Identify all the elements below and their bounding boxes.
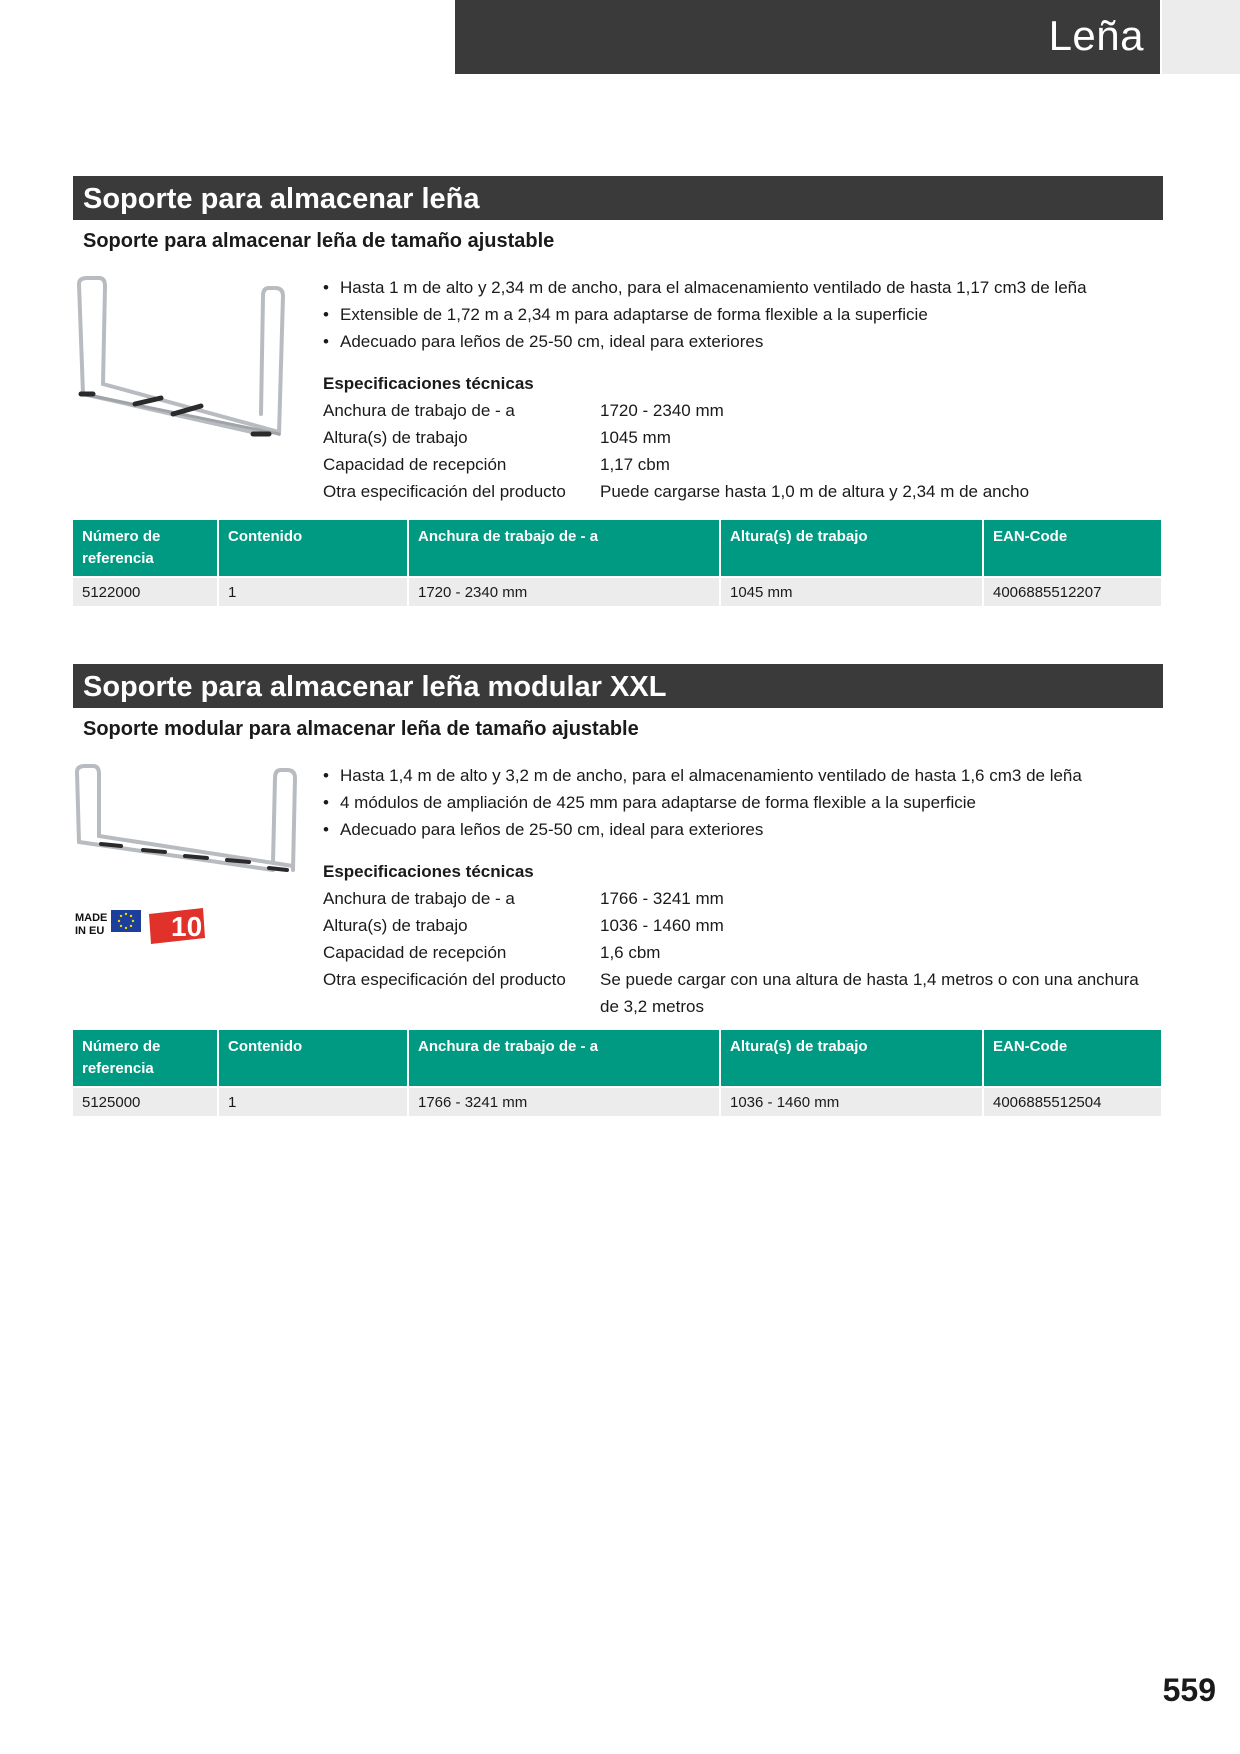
spec-value: Puede cargarse hasta 1,0 m de altura y 2,34 m de ancho xyxy=(600,482,1030,501)
table-cell: 1 xyxy=(218,1087,408,1116)
spec-key: Altura(s) de trabajo xyxy=(323,428,468,447)
spec-key: Capacidad de recepción xyxy=(323,943,507,962)
spec-value: 1766 - 3241 mm xyxy=(600,889,724,908)
page-number: 559 xyxy=(1162,1672,1216,1708)
spec-key: Anchura de trabajo de - a xyxy=(323,401,515,420)
product-title: Soporte para almacenar leña modular XXL xyxy=(73,664,1163,708)
table-row xyxy=(73,577,1161,606)
modular-firewood-rack-image xyxy=(73,762,303,888)
spec-row xyxy=(323,939,1153,966)
product-section-1 xyxy=(73,176,1163,601)
product-table xyxy=(73,1030,1161,1116)
spec-key: Otra especificación del producto xyxy=(323,970,566,989)
feature-list xyxy=(323,762,1082,843)
table-header-row xyxy=(73,520,1161,577)
column-header: Contenido xyxy=(218,520,408,577)
spec-value: 1720 - 2340 mm xyxy=(600,401,724,420)
spec-row xyxy=(323,912,1153,939)
product-subtitle: Soporte para almacenar leña de tamaño ajustable xyxy=(83,230,555,252)
spec-value: 1036 - 1460 mm xyxy=(600,916,724,935)
product-section-2 xyxy=(73,664,1163,1111)
spec-row xyxy=(323,885,1153,912)
spec-value: 1,6 cbm xyxy=(600,943,661,962)
feature-list xyxy=(323,274,1087,355)
table-cell: 1045 mm xyxy=(720,577,983,606)
made-in-label: MADE xyxy=(75,912,108,924)
spec-key: Anchura de trabajo de - a xyxy=(323,889,515,908)
table-cell: 1766 - 3241 mm xyxy=(408,1087,720,1116)
column-header: EAN-Code xyxy=(983,1030,1161,1087)
column-header: Número de referencia xyxy=(73,1030,218,1087)
made-in-eu-badge xyxy=(73,904,223,946)
spec-key: Otra especificación del producto xyxy=(323,482,566,501)
feature-item: • Adecuado para leños de 25-50 cm, ideal para exteriores xyxy=(323,328,1087,355)
feature-item: • 4 módulos de ampliación de 425 mm para adaptarse de forma flexible a la superficie xyxy=(323,789,1082,816)
feature-item: • Extensible de 1,72 m a 2,34 m para adaptarse de forma flexible a la superficie xyxy=(323,301,1087,328)
category-title: Leña xyxy=(1048,12,1144,59)
table-cell: 4006885512207 xyxy=(983,577,1161,606)
spec-row xyxy=(323,478,1153,505)
table-header-row xyxy=(73,1030,1161,1087)
spec-block xyxy=(323,370,1153,505)
column-header: Altura(s) de trabajo xyxy=(720,520,983,577)
spec-value: 1,17 cbm xyxy=(600,455,670,474)
firewood-rack-image xyxy=(73,274,303,454)
product-table xyxy=(73,520,1161,606)
category-tab xyxy=(1162,0,1240,74)
spec-value: 1045 mm xyxy=(600,428,671,447)
spec-heading: Especificaciones técnicas xyxy=(323,862,534,881)
made-in-label: IN EU xyxy=(75,925,105,937)
column-header: Contenido xyxy=(218,1030,408,1087)
spec-block xyxy=(323,858,1153,1020)
warranty-years: 10 xyxy=(171,911,203,942)
feature-item: • Hasta 1,4 m de alto y 3,2 m de ancho, para el almacenamiento ventilado de hasta 1,6 cm3 de leña xyxy=(323,762,1082,789)
spec-row xyxy=(323,397,1153,424)
spec-row xyxy=(323,451,1153,478)
spec-heading: Especificaciones técnicas xyxy=(323,374,534,393)
spec-key: Altura(s) de trabajo xyxy=(323,916,468,935)
product-title: Soporte para almacenar leña xyxy=(73,176,1163,220)
column-header: Anchura de trabajo de - a xyxy=(408,1030,720,1087)
spec-row xyxy=(323,424,1153,451)
badges xyxy=(73,904,223,951)
feature-item: • Hasta 1 m de alto y 2,34 m de ancho, para el almacenamiento ventilado de hasta 1,17 cm3 de leña xyxy=(323,274,1087,301)
table-row xyxy=(73,1087,1161,1116)
product-subtitle: Soporte modular para almacenar leña de tamaño ajustable xyxy=(83,718,639,740)
spec-key: Capacidad de recepción xyxy=(323,455,507,474)
table-cell: 5122000 xyxy=(73,577,218,606)
category-header xyxy=(455,0,1160,74)
table-cell: 1036 - 1460 mm xyxy=(720,1087,983,1116)
column-header: Número de referencia xyxy=(73,520,218,577)
feature-item: • Adecuado para leños de 25-50 cm, ideal para exteriores xyxy=(323,816,1082,843)
table-cell: 1720 - 2340 mm xyxy=(408,577,720,606)
column-header: Altura(s) de trabajo xyxy=(720,1030,983,1087)
column-header: Anchura de trabajo de - a xyxy=(408,520,720,577)
spec-row xyxy=(323,966,1153,1020)
table-cell: 5125000 xyxy=(73,1087,218,1116)
table-cell: 1 xyxy=(218,577,408,606)
table-cell: 4006885512504 xyxy=(983,1087,1161,1116)
spec-value: Se puede cargar con una altura de hasta 1,4 metros o con una anchura de 3,2 metros xyxy=(600,970,1139,1016)
column-header: EAN-Code xyxy=(983,520,1161,577)
